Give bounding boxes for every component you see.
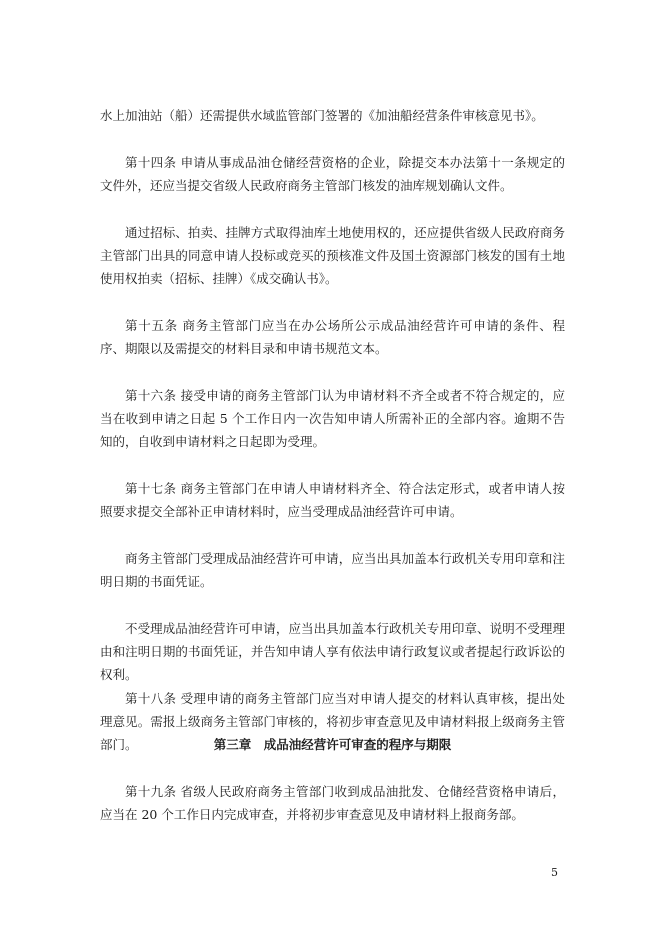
paragraph-acceptance-certificate: 商务主管部门受理成品油经营许可申请，应当出具加盖本行政机关专用印章和注明日期的书面凭证。: [100, 551, 565, 589]
paragraph-water-station: 水上加油站（船）还需提供水域监管部门签署的《加油船经营条件审核意见书》。: [100, 108, 544, 123]
paragraph-article-18: 第十八条 受理申请的商务主管部门应当对申请人提交的材料认真审核，提出处理意见。需报上级商务主管部门审核的，将初步审查意见及申请材料报上级商务主管部门。: [100, 691, 565, 752]
paragraph-article-16: 第十六条 接受申请的商务主管部门认为申请材料不齐全或者不符合规定的，应当在收到申请之日起 5 个工作日内一次告知申请人所需补正的全部内容。逾期不告知的，自收到申请材料之日起即为受理。: [100, 388, 565, 449]
paragraph-article-17: 第十七条 商务主管部门在申请人申请材料齐全、符合法定形式，或者申请人按照要求提交全部补正申请材料时，应当受理成品油经营许可申请。: [100, 481, 565, 519]
page-number: 5: [551, 866, 558, 879]
paragraph-article-19: 第十九条 省级人民政府商务主管部门收到成品油批发、仓储经营资格申请后，应当在 20 个工作日内完成审查，并将初步审查意见及申请材料上报商务部。: [100, 784, 565, 822]
paragraph-land-use-rights: 通过招标、拍卖、挂牌方式取得油库土地使用权的，还应提供省级人民政府商务主管部门出具的同意申请人投标或竞买的预核准文件及国土资源部门核发的国有土地使用权拍卖（招标、挂牌）《成交确认书》。: [100, 225, 565, 286]
chapter-heading: 第三章 成品油经营许可审查的程序与期限: [213, 737, 452, 752]
paragraph-non-acceptance: 不受理成品油经营许可申请，应当出具加盖本行政机关专用印章、说明不受理理由和注明日期的书面凭证，并告知申请人享有依法申请行政复议或者提起行政诉讼的权利。: [100, 621, 565, 682]
paragraph-article-14: 第十四条 申请从事成品油仓储经营资格的企业，除提交本办法第十一条规定的文件外，还应当提交省级人民政府商务主管部门核发的油库规划确认文件。: [100, 155, 565, 193]
paragraph-article-15: 第十五条 商务主管部门应当在办公场所公示成品油经营许可申请的条件、程序、期限以及需提交的材料目录和申请书规范文本。: [100, 318, 565, 356]
